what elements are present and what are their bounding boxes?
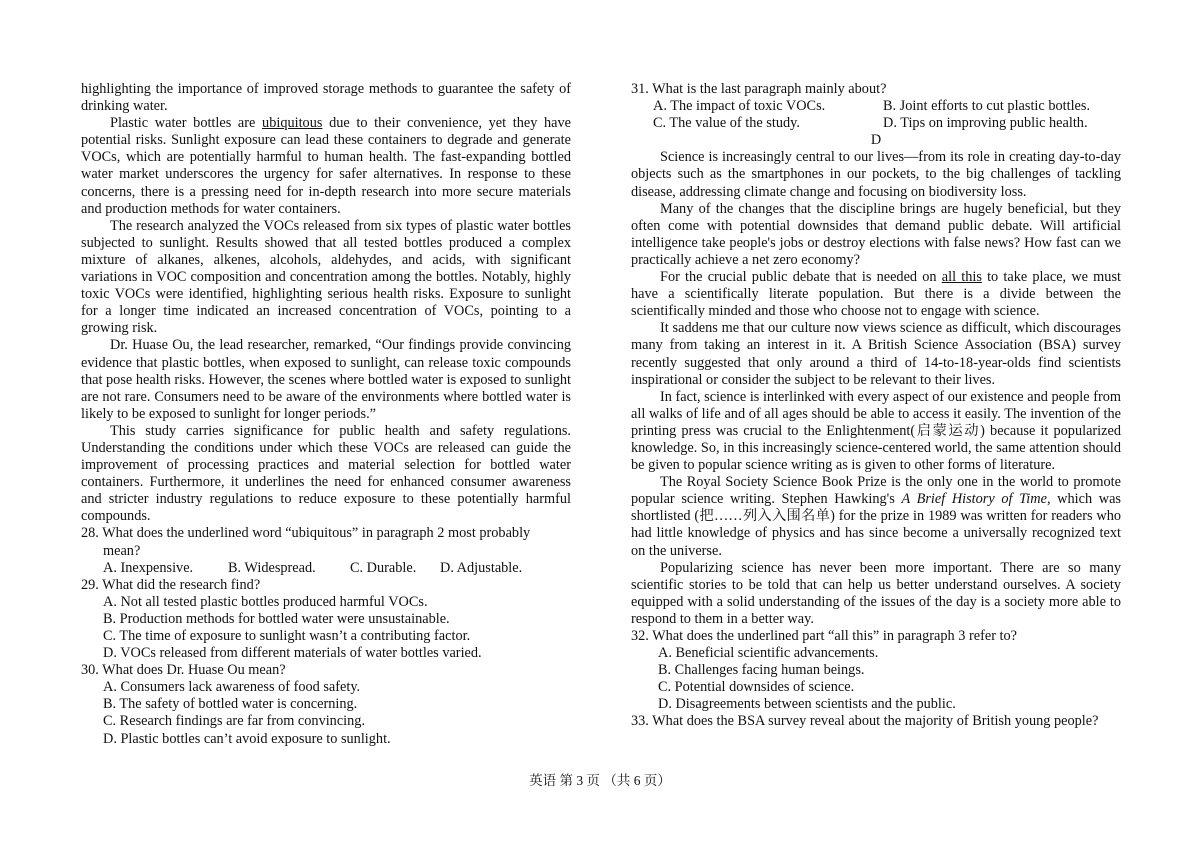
- right-column: [631, 81, 1121, 731]
- passage-d-paragraph-6: The Royal Society Science Book Prize is the only one in the world to promote popular science writing. Stephen Hawking's A Brief History of Time, which was shortlisted (把……列入入围名单) for the prize in 1989 was written for readers who had little knowledge of physics and has since become a universally recognized text on the universe.: [631, 474, 1121, 559]
- option-30-c: C. Research findings are far from convincing.: [103, 713, 366, 730]
- section-d-heading: D: [870, 132, 882, 149]
- option-32-c: C. Potential downsides of science.: [658, 679, 855, 696]
- option-32-a: A. Beneficial scientific advancements.: [658, 645, 879, 662]
- option-28-d: D. Adjustable.: [440, 559, 523, 576]
- passage-d-paragraph-1: Science is increasingly central to our lives—from its role in creating day-to-day objects such as the smartphones in our pockets, to the big challenges of tackling disease, addressing climate change and focusing on biodiversity loss.: [631, 149, 1121, 200]
- question-31-options-ab: [631, 98, 1121, 115]
- option-32-b: B. Challenges facing human beings.: [658, 662, 865, 679]
- question-31: 31. What is the last paragraph mainly about?: [631, 81, 887, 97]
- question-28-options: [81, 560, 571, 577]
- option-31-b: B. Joint efforts to cut plastic bottles.: [883, 98, 1091, 115]
- question-32: 32. What does the underlined part “all this” in paragraph 3 refer to?: [631, 628, 1018, 644]
- question-28: 28. What does the underlined word “ubiquitous” in paragraph 2 most probably mean?: [81, 525, 531, 559]
- page-footer: 英语 第 3 页 （共 6 页）: [529, 773, 671, 788]
- question-30: 30. What does Dr. Huase Ou mean?: [81, 662, 286, 679]
- option-31-a: A. The impact of toxic VOCs.: [653, 98, 826, 115]
- passage-d-paragraph-4: It saddens me that our culture now views science as difficult, which discourages many from taking an interest in it. A British Science Association (BSA) survey recently suggested that only around a third of 14-to-18-year-olds find scientists inspirational or consider the subject to be relevant to their lives.: [631, 320, 1121, 388]
- option-29-c: C. The time of exposure to sunlight wasn’t a contributing factor.: [103, 628, 471, 644]
- option-28-b: B. Widespread.: [228, 559, 316, 576]
- passage-c-paragraph-1-end: highlighting the importance of improved storage methods to guarantee the safety of drinking water.: [81, 81, 571, 115]
- question-33: 33. What does the BSA survey reveal about the majority of British young people?: [631, 713, 1099, 730]
- left-column: [81, 81, 571, 748]
- underlined-phrase-all-this: all this: [941, 269, 982, 286]
- question-31-options-cd: [631, 115, 1121, 132]
- option-29-b: B. Production methods for bottled water were unsustainable.: [103, 610, 450, 627]
- option-29-a: A. Not all tested plastic bottles produced harmful VOCs.: [103, 593, 428, 610]
- option-31-c: C. The value of the study.: [653, 115, 800, 132]
- option-29-d: D. VOCs released from different materials of water bottles varied.: [103, 645, 482, 662]
- passage-d-paragraph-5: In fact, science is interlinked with every aspect of our existence and people from all walks of life and of all ages should be able to access it easily. The invention of the printing press was crucial to the Enlightenment(启蒙运动) because it popularized knowledge. So, in this increasingly science-centered world, the same attention should be given to popular science writing as is given to other forms of literature.: [631, 388, 1121, 474]
- passage-d-paragraph-7: Popularizing science has never been more important. There are so many scientific stories to be told that can help us better understand ourselves. A society equipped with a solid understanding of the issues of the day is a society more able to respond to them in a better way.: [631, 559, 1121, 627]
- option-30-d: D. Plastic bottles can’t avoid exposure to sunlight.: [103, 730, 391, 747]
- option-31-d: D. Tips on improving public health.: [883, 115, 1088, 132]
- option-30-b: B. The safety of bottled water is concerning.: [103, 696, 358, 713]
- passage-d-paragraph-3: For the crucial public debate that is needed on all this to take place, we must have a scientifically literate population. But there is a divide between the scientifically minded and those who choose not to engage with science.: [631, 269, 1121, 320]
- passage-c-paragraph-3: The research analyzed the VOCs released from six types of plastic water bottles subjected to sunlight. Results showed that all tested bottles produced a complex mixture of alkanes, alkenes, alcohols, aldehydes, and acids, with significant variations in VOC composition and concentration among the bottles. Notably, highly toxic VOCs were identified, highlighting serious health risks. Exposure to sunlight for a longer time indicated an increased concentration of VOCs, pointing to a growing risk.: [81, 217, 571, 337]
- passage-c-paragraph-4: Dr. Huase Ou, the lead researcher, remarked, “Our findings provide convincing evidence that plastic bottles, when exposed to sunlight, can release toxic compounds that pose health risks. However, the scenes where bottled water is exposed to sunlight are not rare. Consumers need to be aware of the environments where bottled water is likely to be exposed to sunlight for longer periods.”: [81, 337, 571, 422]
- option-28-a: A. Inexpensive.: [103, 559, 194, 576]
- passage-c-paragraph-2: Plastic water bottles are ubiquitous due to their convenience, yet they have potential risks. Sunlight exposure can lead these containers to degrade and generate VOCs, which are potentially harmful to human health. The fast-expanding bottled water market underscores the urgency for safer alternatives. In response to these concerns, there is a pressing need for in-depth research into more secure materials and production methods for water containers.: [81, 115, 571, 217]
- question-29: 29. What did the research find?: [81, 576, 261, 593]
- passage-c-paragraph-5: This study carries significance for public health and safety regulations. Understanding the conditions under which these VOCs are released can guide the improvement of processing practices and material selection for bottled water containers. Furthermore, it underlines the need for enhanced consumer awareness and stricter industry regulations to reduce exposure to these potentially harmful compounds.: [81, 422, 571, 525]
- option-32-d: D. Disagreements between scientists and the public.: [658, 696, 956, 713]
- passage-d-paragraph-2: Many of the changes that the discipline brings are hugely beneficial, but they often come with potential downsides that demand public debate. Will artificial intelligence take people's jobs or destroy elections with false news? How fast can we practically achieve a net zero economy?: [631, 200, 1121, 268]
- book-title: A Brief History of Time: [901, 491, 1047, 508]
- underlined-word-ubiquitous: ubiquitous: [262, 115, 323, 132]
- option-30-a: A. Consumers lack awareness of food safety.: [103, 679, 361, 696]
- option-28-c: C. Durable.: [350, 559, 417, 576]
